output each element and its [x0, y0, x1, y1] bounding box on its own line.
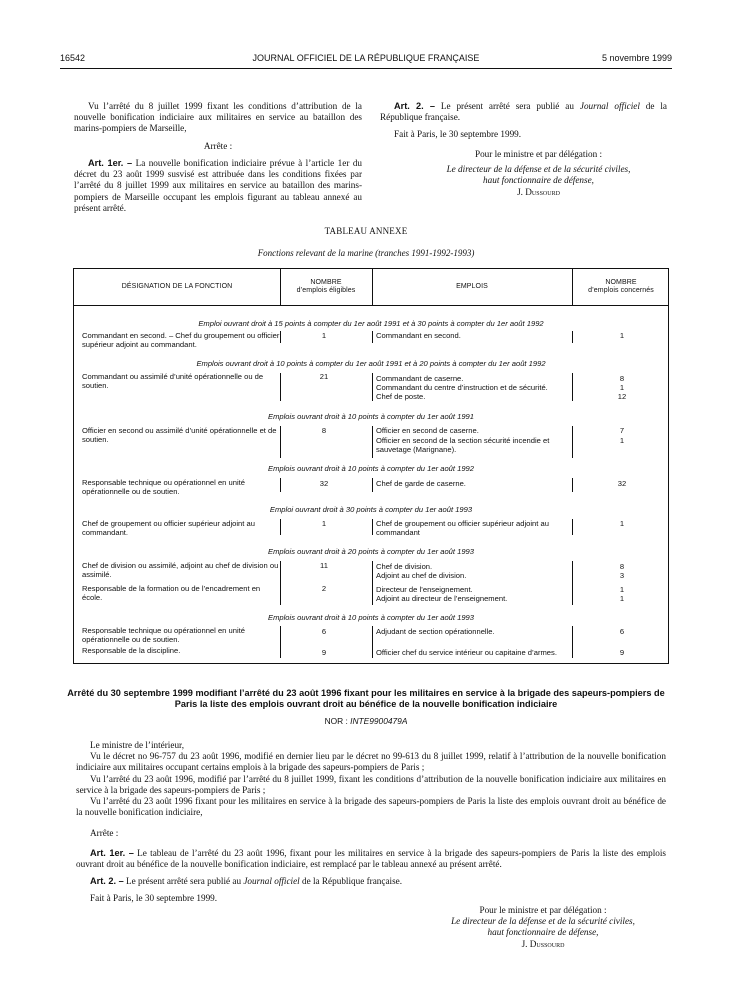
directeur-line-1: Le directeur de la défense et de la sécurité civiles, [446, 163, 631, 174]
table-row-concernes: 1 [619, 594, 625, 603]
table-row-concernes: 9 [619, 648, 625, 657]
table-row-eligibles: 2 [321, 584, 327, 593]
section-heading: Emplois ouvrant droit à 10 points à compter du 1er août 1991 [268, 412, 474, 421]
table-row-fonction: Officier en second ou assimilé d’unité opérationnelle et de soutien. [82, 426, 277, 445]
column-tick [280, 626, 281, 658]
column-tick [372, 426, 373, 458]
article-2 [76, 876, 666, 887]
table-row-emploi: Officier en second de caserne. [376, 426, 479, 435]
section-heading: Emploi ouvrant droit à 15 points à compter du 1er août 1991 et à 30 points à compter du 1er août 1992 [198, 319, 544, 328]
arrete-title: Arrêté du 30 septembre 1999 modifiant l’arrêté du 23 août 1996 fixant pour les militaires en service à la brigade des sapeurs-pompiers de Paris la liste des emplois ouvrant droit au bénéfice de la nouvelle bonification indiciaire [67, 688, 665, 710]
article-2-text-post: de la République française. [380, 101, 668, 123]
ministre-line: Le ministre de l’intérieur, [90, 740, 185, 750]
directeur-line-2: haut fonctionnaire de défense, [483, 175, 594, 186]
header-eligibles-line-1: NOMBRE [310, 278, 342, 286]
column-tick [280, 373, 281, 401]
table-row-emploi: Adjoint au chef de division. [376, 571, 467, 580]
table-row-concernes: 8 [619, 374, 625, 383]
article-2-text-pre: Le présent arrêté sera publié au [440, 101, 580, 111]
article-2-text-pre: Le présent arrêté sera publié au [126, 876, 244, 887]
table-row-eligibles: 21 [319, 372, 329, 381]
column-tick [372, 626, 373, 658]
table-row-fonction: Responsable de la discipline. [82, 646, 181, 655]
column-tick [372, 331, 373, 343]
column-tick [372, 519, 373, 535]
nor-label: NOR : [324, 716, 348, 726]
vu-paragraph: Vu l’arrêté du 8 juillet 1999 fixant les conditions d’attribution de la nouvelle bonification indiciaire aux militaires en service au bataillon des marins-pompiers de Marseille, [74, 101, 362, 134]
journal-title: JOURNAL OFFICIEL DE LA RÉPUBLIQUE FRANÇAISE [252, 53, 480, 63]
column-tick [572, 478, 573, 492]
table-row-concernes: 32 [617, 479, 627, 488]
table-row-concernes: 8 [619, 562, 625, 571]
table-row-eligibles: 9 [321, 648, 327, 657]
page-number: 16542 [60, 53, 86, 63]
article-2-text-post: de la République française. [299, 876, 403, 887]
vu-paragraph: Vu l’arrêté du 23 août 1996 fixant pour les militaires en service à la brigade des sapeurs-pompiers de Paris la liste des emplois ouvrant droit au bénéfice de la nouvelle bonification indiciaire, [76, 796, 666, 818]
article-1-label: Art. 1er. – [90, 847, 134, 858]
table-row-emploi: Directeur de l’enseignement. [376, 585, 473, 594]
table-row-emploi: Officier en second de la section sécurité incendie et sauvetage (Marignane). [376, 436, 550, 455]
nor-value: INTE9900479A [350, 716, 408, 726]
column-tick [280, 331, 281, 343]
column-tick [572, 626, 573, 658]
table-row-emploi: Chef de division. [376, 562, 433, 571]
article-1-label: Art. 1er. – [88, 157, 133, 168]
signature: J. Dussourd [517, 187, 560, 198]
article-2 [380, 101, 667, 123]
table-row-concernes: 7 [619, 426, 625, 435]
table-row-eligibles: 11 [320, 561, 328, 570]
header-eligibles [280, 269, 372, 305]
table-row-fonction: Chef de groupement ou officier supérieur adjoint au commandant. [82, 519, 255, 538]
fait-a-paris: Fait à Paris, le 30 septembre 1999. [394, 129, 522, 140]
table-row-concernes: 12 [617, 392, 627, 401]
column-tick [372, 373, 373, 401]
table-row-concernes: 1 [619, 585, 625, 594]
section-heading: Emplois ouvrant droit à 10 points à compter du 1er août 1992 [268, 464, 474, 473]
article-1 [76, 848, 666, 870]
table-row-emploi: Commandant de caserne. [376, 374, 464, 383]
table-row-fonction: Commandant ou assimilé d’unité opérationnelle ou de soutien. [82, 372, 264, 391]
table-row-fonction: Responsable technique ou opérationnel en unité opérationnelle ou de soutien. [82, 626, 245, 645]
table-header [74, 269, 668, 306]
section-heading: Emploi ouvrant droit à 30 points à compter du 1er août 1993 [269, 505, 473, 514]
table-row-concernes: 1 [619, 383, 625, 392]
header-concernes-line-1: NOMBRE [605, 278, 637, 286]
directeur-line-2: haut fonctionnaire de défense, [487, 927, 599, 938]
journal-officiel-ref: Journal officiel [579, 101, 640, 111]
table-row-fonction: Chef de division ou assimilé, adjoint au chef de division ou assimilé. [82, 561, 279, 580]
table-row-eligibles: 1 [321, 331, 327, 340]
table-row-eligibles: 1 [321, 519, 327, 528]
section-heading: Emplois ouvrant droit à 10 points à compter du 1er août 1991 et à 20 points à compter du 1er août 1992 [196, 359, 546, 368]
arrete-body [76, 740, 666, 905]
column-tick [572, 519, 573, 535]
issue-date: 5 novembre 1999 [601, 53, 672, 63]
table-subtitle: Fonctions relevant de la marine (tranches 1991-1992-1993) [257, 248, 475, 258]
delegation-line: Pour le ministre et par délégation : [479, 905, 607, 915]
journal-officiel-ref: Journal officiel [243, 876, 300, 887]
column-tick [372, 478, 373, 492]
table-row-emploi: Commandant en second. [376, 331, 461, 340]
table-row-emploi: Commandant du centre d’instruction et de sécurité. [376, 383, 548, 392]
section-heading: Emplois ouvrant droit à 10 points à compter du 1er août 1993 [268, 613, 474, 622]
table-row-concernes: 1 [619, 436, 625, 445]
article-1 [74, 158, 362, 214]
column-tick [572, 426, 573, 458]
table-row-emploi: Officier chef du service intérieur ou capitaine d’armes. [376, 648, 557, 657]
article-2-label: Art. 2. – [394, 101, 435, 111]
column-tick [572, 373, 573, 401]
column-tick [280, 478, 281, 492]
directeur-line-1: Le directeur de la défense et de la sécurité civiles, [451, 916, 635, 927]
column-tick [280, 561, 281, 605]
column-tick [280, 519, 281, 535]
header-concernes-line-2: d’emplois concernés [588, 287, 654, 294]
nor-reference [60, 716, 672, 726]
article-1-text: Le tableau de l’arrêté du 23 août 1996, fixant pour les militaires en service à la brigade des sapeurs-pompiers de Paris la liste des emplois ouvrant droit au bénéfice de la nouvelle bonification indiciaire, est remplacé par le tableau annexé au présent arrêté. [76, 847, 666, 869]
table-row-eligibles: 8 [321, 426, 327, 435]
table-row-emploi: Adjoint au directeur de l’enseignement. [376, 594, 508, 603]
column-tick [280, 426, 281, 458]
signature-block [420, 905, 666, 950]
column-tick [372, 561, 373, 605]
article-1-text: La nouvelle bonification indiciaire prévue à l’article 1er du décret du 23 août 1999 susvisé est attribuée dans les conditions fixées par l’arrêté du 8 juillet 1999 aux militaires en service au bataillon des marins-pompiers de Marseille occupant les emplois figurant au tableau annexé au présent arrêté. [74, 157, 363, 213]
table-row-eligibles: 32 [319, 479, 329, 488]
table-row-concernes: 3 [619, 571, 625, 580]
vu-paragraph: Vu l’arrêté du 23 août 1996, modifié par l’arrêté du 8 juillet 1999, fixant les conditions d’attribution de la nouvelle bonification indiciaire aux militaires en service à la brigade des sapeurs-pompiers de Paris ; [76, 773, 666, 795]
annex-table [73, 268, 669, 664]
column-tick [572, 331, 573, 343]
left-column [74, 101, 362, 214]
table-title: TABLEAU ANNEXE [324, 226, 408, 236]
table-row-fonction: Responsable technique ou opérationnel en unité opérationnelle ou de soutien. [82, 478, 245, 497]
table-row-concernes: 1 [619, 331, 625, 340]
header-rule [60, 68, 672, 69]
table-row-eligibles: 6 [321, 627, 327, 636]
column-tick [572, 561, 573, 605]
table-row-concernes: 1 [619, 519, 625, 528]
table-row-emploi: Chef de poste. [376, 392, 426, 401]
table-row-fonction: Commandant en second. – Chef du groupement ou officier supérieur adjoint au commandant. [82, 331, 280, 350]
arrete-heading: Arrête : [90, 827, 119, 838]
page-header [60, 53, 672, 67]
fait-a-paris: Fait à Paris, le 30 septembre 1999. [90, 893, 218, 904]
right-column [380, 101, 667, 199]
arrete-heading: Arrête : [203, 140, 233, 151]
table-row-fonction: Responsable de la formation ou de l’encadrement en école. [82, 584, 261, 603]
header-emplois: EMPLOIS [456, 282, 488, 290]
vu-paragraph: Vu le décret no 96-757 du 23 août 1996, modifié en dernier lieu par le décret no 99-613 du 8 juillet 1999, relatif à l’attribution de la nouvelle bonification indiciaire aux militaires occupant certains emplois à la brigade des sapeurs-pompiers de Paris ; [76, 751, 666, 773]
header-designation: DÉSIGNATION DE LA FONCTION [121, 282, 233, 290]
article-2-label: Art. 2. – [90, 876, 124, 887]
delegation-line: Pour le ministre et par délégation : [474, 148, 603, 159]
signature: J. Dussourd [521, 938, 565, 949]
header-concernes [572, 269, 670, 305]
section-heading: Emplois ouvrant droit à 20 points à compter du 1er août 1993 [268, 547, 474, 556]
header-eligibles-line-2: d’emplois éligibles [296, 287, 356, 294]
table-row-concernes: 6 [619, 627, 625, 636]
table-row-emploi: Adjudant de section opérationnelle. [376, 627, 495, 636]
table-row-emploi: Chef de groupement ou officier supérieur adjoint au commandant [376, 519, 549, 538]
table-row-emploi: Chef de garde de caserne. [376, 479, 466, 488]
